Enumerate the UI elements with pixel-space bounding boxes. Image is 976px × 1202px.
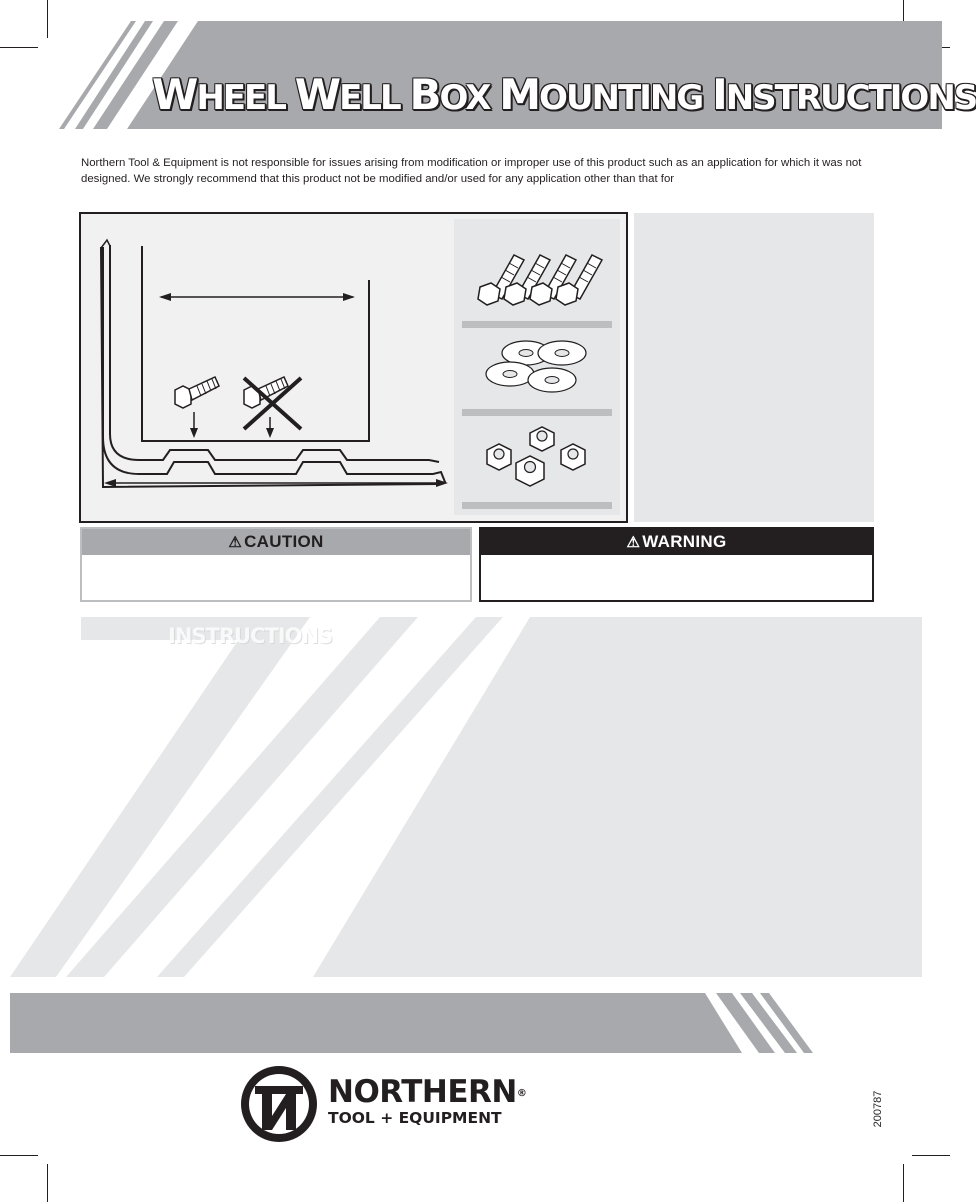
disclaimer-text: Northern Tool & Equipment is not responsible for issues arising from modification or improper use of this product such as an application for which it was not designed. We strongly recommend that this product not be modified and/or used for any application other than that for <box>81 157 862 185</box>
lock-nut-icon <box>530 427 554 451</box>
crop-mark <box>912 1155 950 1156</box>
brand-name: NORTHERN® <box>328 1074 527 1110</box>
caution-label: CAUTION <box>244 532 324 551</box>
lock-nut-icon <box>561 444 585 470</box>
lock-nut-icon <box>516 456 544 486</box>
title-word: WELL <box>294 70 410 119</box>
caution-box <box>80 527 472 602</box>
warning-header <box>481 529 872 555</box>
registered-mark: ® <box>516 1088 527 1099</box>
hex-bolt-icon <box>175 377 219 408</box>
brand-tagline: TOOL + EQUIPMENT <box>328 1109 502 1127</box>
lock-nut-icon <box>487 444 511 470</box>
caution-header <box>82 529 470 555</box>
crop-mark <box>47 1164 48 1202</box>
crop-mark <box>0 1155 38 1156</box>
title-word: MOUNTING <box>499 70 713 119</box>
title-word: BOX <box>409 70 500 119</box>
flat-washer-icon <box>486 362 534 386</box>
page-title <box>152 70 976 123</box>
brand-wordmark <box>328 1076 526 1127</box>
hardware-illustrations <box>454 219 620 515</box>
alert-triangle-icon: ⚠ <box>626 534 641 551</box>
flat-washer-icon <box>528 368 576 392</box>
parts-list-panel <box>634 213 874 522</box>
title-word: INSTRUCTIONS <box>712 70 976 119</box>
warning-box <box>479 527 874 602</box>
instructions-heading: INSTRUCTIONS <box>168 624 333 648</box>
warning-label: WARNING <box>642 532 727 551</box>
title-word: WHEEL <box>152 70 295 119</box>
flat-washer-icon <box>538 341 586 365</box>
alert-triangle-icon: ⚠ <box>228 534 243 551</box>
crop-mark <box>903 1164 904 1202</box>
mounting-diagram-drawing <box>79 212 459 523</box>
instructions-section <box>0 600 950 1060</box>
document-number: 200787 <box>872 1090 884 1128</box>
northern-logo-icon <box>239 1064 319 1144</box>
